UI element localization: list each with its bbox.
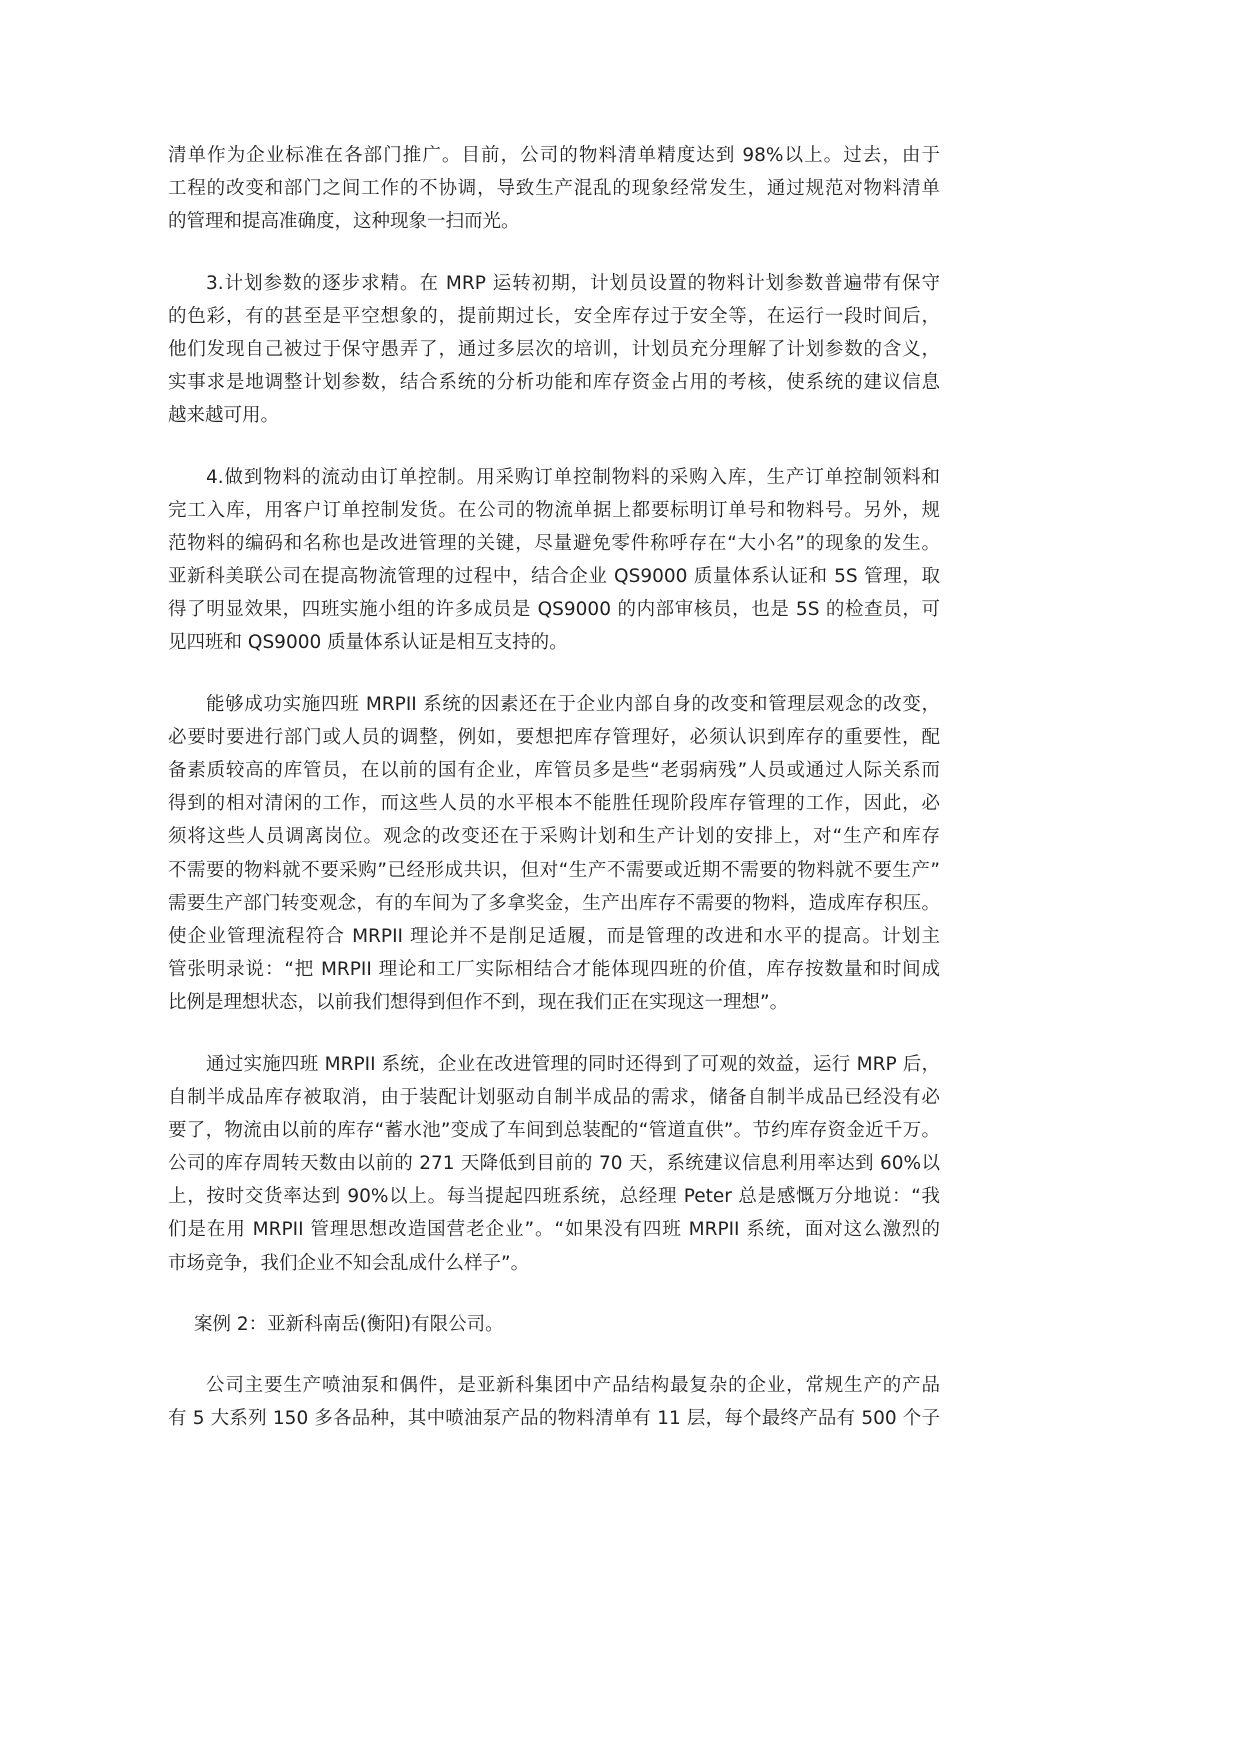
text-line: 的管理和提高准确度，这种现象一扫而光。 [168, 211, 520, 233]
text-line: 比例是理想状态，以前我们想得到但作不到，现在我们正在实现这一理想”。 [168, 992, 789, 1014]
paragraph [168, 139, 940, 239]
text-line: 有 5 大系列 150 多各品种，其中喷油泵产品的物料清单有 11 层，每个最终产品有 500 个子 [168, 1408, 940, 1430]
case-heading: 案例 2：亚新科南岳(衡阳)有限公司。 [194, 1313, 504, 1335]
text-line: 公司的库存周转天数由以前的 271 天降低到目前的 70 天，系统建议信息利用率达到 60%以 [168, 1153, 940, 1175]
case-heading-block [168, 1308, 940, 1341]
text-line: 得到的相对清闲的工作，而这些人员的水平根本不能胜任现阶段库存管理的工作，因此，必 [168, 793, 940, 815]
text-line: 能够成功实施四班 MRPII 系统的因素还在于企业内部自身的改变和管理层观念的改变， [206, 693, 940, 715]
text-line: 见四班和 QS9000 质量体系认证是相互支持的。 [168, 632, 568, 654]
text-line: 范物料的编码和名称也是改进管理的关键，尽量避免零件称呼存在“大小名”的现象的发生。 [168, 532, 940, 554]
text-line: 他们发现自己被过于保守愚弄了，通过多层次的培训，计划员充分理解了计划参数的含义， [168, 338, 940, 360]
text-line: 4.做到物料的流动由订单控制。用采购订单控制物料的采购入库，生产订单控制领料和 [206, 466, 940, 488]
text-line: 完工入库，用客户订单控制发货。在公司的物流单据上都要标明订单号和物料号。另外，规 [168, 499, 940, 521]
text-line: 清单作为企业标准在各部门推广。目前，公司的物料清单精度达到 98%以上。过去，由于 [168, 145, 940, 166]
text-line: 市场竞争，我们企业不知会乱成什么样子”。 [168, 1252, 530, 1274]
text-line: 不需要的物料就不要采购”已经形成共识，但对“生产不需要或近期不需要的物料就不要生产” [168, 859, 940, 881]
paragraph [168, 1369, 940, 1435]
paragraph [168, 267, 940, 433]
text-line: 公司主要生产喷油泵和偶件，是亚新科集团中产品结构最复杂的企业，常规生产的产品 [206, 1375, 940, 1396]
text-line: 自制半成品库存被取消，由于装配计划驱动自制半成品的需求，储备自制半成品已经没有必 [168, 1086, 940, 1108]
text-line: 工程的改变和部门之间工作的不协调，导致生产混乱的现象经常发生，通过规范对物料清单 [168, 178, 940, 200]
text-line: 要了，物流由以前的库存“蓄水池”变成了车间到总装配的“管道直供”。节约库存资金近千万。 [168, 1119, 940, 1141]
text-line: 使企业管理流程符合 MRPII 理论并不是削足适履，而是管理的改进和水平的提高。计划主 [168, 925, 940, 947]
text-line: 备素质较高的库管员，在以前的国有企业，库管员多是些“老弱病残”人员或通过人际关系而 [168, 760, 940, 781]
paragraph [168, 1048, 940, 1280]
text-line: 管张明录说：“把 MRPII 理论和工厂实际相结合才能体现四班的价值，库存按数量和时间成 [168, 959, 940, 981]
text-line: 通过实施四班 MRPII 系统，企业在改进管理的同时还得到了可观的效益，运行 MRP 后， [206, 1053, 940, 1075]
text-line: 需要生产部门转变观念，有的车间为了多拿奖金，生产出库存不需要的物料，造成库存积压。 [168, 892, 940, 914]
text-line: 须将这些人员调离岗位。观念的改变还在于采购计划和生产计划的安排上，对“生产和库存 [168, 826, 940, 848]
paragraph [168, 688, 940, 1020]
text-line: 得了明显效果，四班实施小组的许多成员是 QS9000 的内部审核员，也是 5S 的检查员，可 [168, 599, 940, 621]
text-line: 越来越可用。 [168, 405, 280, 427]
text-line: 的色彩，有的甚至是平空想象的，提前期过长，安全库存过于安全等，在运行一段时间后， [168, 305, 940, 327]
text-line: 3.计划参数的逐步求精。在 MRP 运转初期，计划员设置的物料计划参数普遍带有保守 [206, 272, 940, 294]
paragraph [168, 461, 940, 660]
text-line: 们是在用 MRPII 管理思想改造国营老企业”。“如果没有四班 MRPII 系统，面对这么激烈的 [168, 1219, 940, 1241]
text-line: 实事求是地调整计划参数，结合系统的分析功能和库存资金占用的考核，使系统的建议信息 [168, 372, 940, 394]
document-page [168, 139, 940, 1463]
text-line: 上，按时交货率达到 90%以上。每当提起四班系统，总经理 Peter 总是感慨万分地说：“我 [168, 1186, 940, 1208]
text-line: 亚新科美联公司在提高物流管理的过程中，结合企业 QS9000 质量体系认证和 5S 管理，取 [168, 566, 940, 588]
text-line: 必要时要进行部门或人员的调整，例如，要想把库存管理好，必须认识到库存的重要性，配 [168, 726, 940, 748]
